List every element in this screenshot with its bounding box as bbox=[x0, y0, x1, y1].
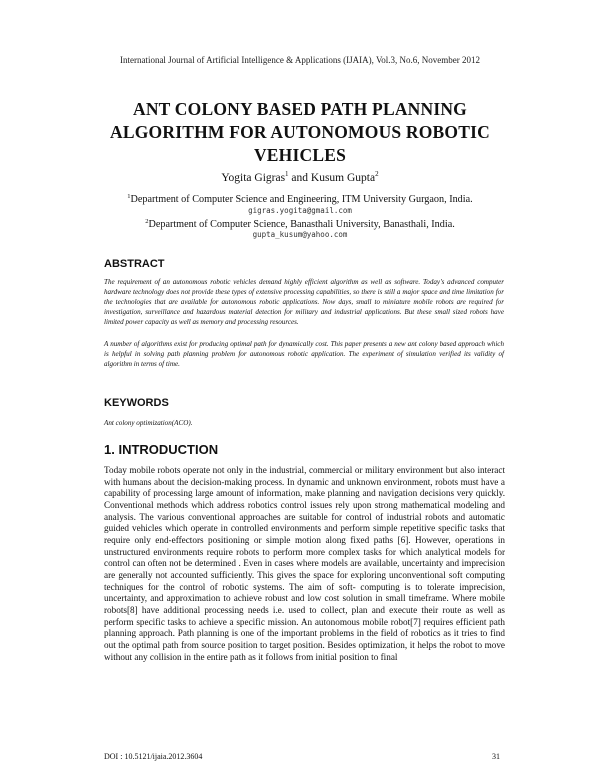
affiliation-1-text: Department of Computer Science and Engineering, ITM University Gurgaon, India. bbox=[130, 194, 473, 205]
abstract-paragraph-2: A number of algorithms exist for producing optimal path for dynamically cost. This paper presents a new ant colony based approach which is helpful in solving path planning problem for autonomous robotic application. The experiment of simulation verified its validity of algorithm in terms of time. bbox=[104, 340, 504, 368]
affiliation-1-email: gigras.yogita@gmail.com bbox=[248, 206, 352, 215]
author-1-affil-mark: 1 bbox=[285, 170, 289, 178]
affiliation-2-mark: 2 bbox=[145, 218, 149, 225]
affiliation-2-email: gupta_kusum@yahoo.com bbox=[252, 230, 348, 239]
footer-doi: DOI : 10.5121/ijaia.2012.3604 bbox=[104, 752, 203, 761]
footer-page-number: 31 bbox=[492, 752, 500, 761]
author-connector: and bbox=[288, 172, 311, 184]
author-2-affil-mark: 2 bbox=[375, 170, 379, 178]
author-1-name: Yogita Gigras bbox=[221, 172, 286, 184]
author-line bbox=[0, 170, 600, 184]
title-line-2: ALGORITHM FOR AUTONOMOUS ROBOTIC bbox=[110, 122, 490, 142]
affiliation-2 bbox=[0, 216, 600, 231]
affiliation-2-text: Department of Computer Science, Banasthali University, Banasthali, India. bbox=[148, 219, 455, 230]
title-line-3: VEHICLES bbox=[253, 145, 347, 165]
author-2-name: Kusum Gupta bbox=[310, 172, 376, 184]
abstract-paragraph-1: The requirement of an autonomous robotic vehicles demand highly efficient algorithm as well as software. Today's advanced computer hardware technology does not provide these types of extensive processing capabilities, so there is still a major space and time limitation for the technologies that are available for autonomous robotic applications. Now days, small to miniature mobile robots are required for investigation, surveillance and hazardous material detection for military and industrial applications. But these small sized robots have limited power capacity as well as memory and processing resources. bbox=[104, 278, 504, 326]
abstract-heading: ABSTRACT bbox=[104, 258, 165, 270]
paper-title bbox=[60, 98, 540, 167]
affiliation-1 bbox=[0, 191, 600, 206]
journal-header: International Journal of Artificial Intelligence & Applications (IJAIA), Vol.3, No.6, November 2012 bbox=[119, 55, 481, 65]
introduction-body: Today mobile robots operate not only in the industrial, commercial or military environment but also interact with humans about the decision-making process. In dynamic and unknown environment, robots must have a capability of processing large amount of information, make planning and navigation decisions very quickly. Conventional methods which address robotics control issues rely upon strong mathematical modeling and analysis. The various conventional approaches are suitable for control of industrial robots and automatic guided vehicles which operate in controlled environments and perform simple repetitive specific tasks that require only end-effectors positioning or simple motion along fixed paths [6]. However, operations in unstructured environments require robots to perform more complex tasks for which analytical models for control can often not be determined . Even in cases where models are available, uncertainty and imprecision are generally not accounted sufficiently. This gives the space for exploring unconventional soft computing techniques for the control of robotic systems. The aim of soft- computing is to tolerate imprecision, uncertainty, and approximation to achieve robust and low cost solution in small timeframe. Where mobile robots[8] have additional processing needs i.e. used to collect, plan and execute their route as well as perform specific tasks to achieve a specific mission. An autonomous mobile robot[7] requires efficient path planning approach. Path planning is one of the important problems in the field of robotics as it tries to find out the optimal path from source position to target position. Besides optimization, it helps the robot to move without any collision in the entire path as it follows from initial position to final bbox=[104, 465, 505, 662]
introduction-heading: 1. INTRODUCTION bbox=[104, 442, 219, 457]
keywords-heading: KEYWORDS bbox=[104, 397, 169, 409]
title-line-1: ANT COLONY BASED PATH PLANNING bbox=[133, 99, 467, 119]
keywords-text: Ant colony optimization(ACO). bbox=[104, 419, 193, 427]
affiliation-1-mark: 1 bbox=[127, 193, 131, 200]
